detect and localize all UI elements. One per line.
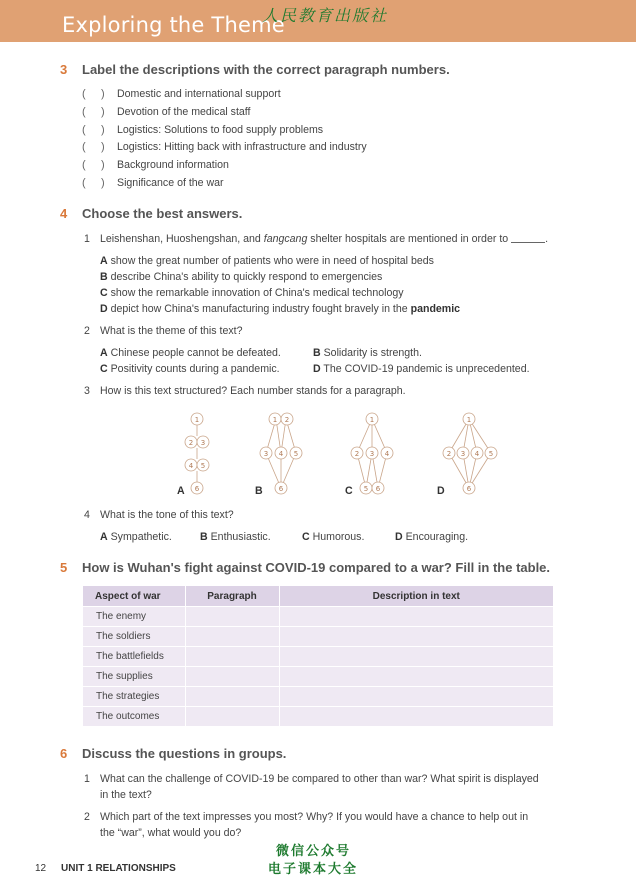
node-label: 5 — [293, 450, 299, 458]
page-title: Exploring the Theme — [62, 13, 285, 37]
paragraph-cell[interactable] — [185, 607, 279, 627]
paragraph-cell[interactable] — [185, 647, 279, 667]
q4-1-number: 1 — [84, 233, 90, 245]
table-row — [83, 707, 554, 727]
q4-2-stem: What is the theme of this text? — [100, 325, 243, 337]
node-label: 6 — [375, 485, 381, 493]
q3-item-text: Devotion of the medical staff — [117, 106, 251, 118]
q4-4-option-a[interactable]: A Sympathetic. — [100, 531, 172, 543]
watermark-line1: 微信公众号 — [276, 843, 352, 858]
diagram-d[interactable] — [443, 413, 497, 494]
description-cell[interactable] — [279, 627, 554, 647]
q3-item-text: Domestic and international support — [117, 88, 281, 100]
q4-number: 4 — [60, 206, 68, 221]
q6-number: 6 — [60, 746, 68, 761]
node-label: 4 — [278, 450, 284, 458]
q3-blank[interactable]: ( ) — [82, 177, 105, 189]
q6-2-text-line2: the “war”, what would you do? — [100, 827, 242, 839]
q4-1-option-a[interactable]: A show the great number of patients who were in need of hospital beds — [100, 255, 434, 267]
table-header: Description in text — [279, 586, 554, 607]
q6-2-text-line1: Which part of the text impresses you most? Why? If you would have a chance to help out in — [100, 811, 529, 823]
node-label: 6 — [194, 485, 200, 493]
table-row — [83, 647, 554, 667]
node-label: 6 — [466, 485, 472, 493]
q4-2-option-b[interactable]: B Solidarity is strength. — [313, 347, 422, 359]
q4-2-option-c[interactable]: C Positivity counts during a pandemic. — [100, 363, 280, 375]
q3-item-text: Logistics: Solutions to food supply problems — [117, 124, 324, 136]
q3-blank[interactable]: ( ) — [82, 124, 105, 136]
node-label: 5 — [488, 450, 494, 458]
aspect-cell: The soldiers — [83, 627, 185, 647]
table-header-row — [83, 586, 554, 607]
diagram-label-a: A — [177, 485, 185, 497]
paragraph-cell[interactable] — [185, 687, 279, 707]
node-label: 1 — [194, 416, 200, 424]
unit-label: UNIT 1 RELATIONSHIPS — [61, 863, 176, 874]
node-label: 3 — [369, 450, 375, 458]
node-label: 1 — [272, 416, 278, 424]
node-label: 5 — [363, 485, 369, 493]
table-row — [83, 687, 554, 707]
paragraph-cell[interactable] — [185, 667, 279, 687]
q6-1-text-line2: in the text? — [100, 789, 152, 801]
q6-title: Discuss the questions in groups. — [82, 746, 287, 761]
node-label: 3 — [200, 439, 206, 447]
node-label: 3 — [460, 450, 466, 458]
paragraph-cell[interactable] — [185, 707, 279, 727]
paragraph-cell[interactable] — [185, 627, 279, 647]
publisher-seal: 人民教育出版社 — [262, 6, 389, 25]
q3-title: Label the descriptions with the correct paragraph numbers. — [82, 62, 450, 77]
diagram-c[interactable] — [351, 413, 393, 494]
q4-3-number: 3 — [84, 385, 90, 397]
description-cell[interactable] — [279, 607, 554, 627]
aspect-cell: The enemy — [83, 607, 185, 627]
node-label: 2 — [446, 450, 452, 458]
q3-number: 3 — [60, 62, 68, 77]
node-label: 4 — [384, 450, 390, 458]
aspect-cell: The outcomes — [83, 707, 185, 727]
q5-title: How is Wuhan's fight against COVID-19 compared to a war? Fill in the table. — [82, 560, 551, 575]
table-row — [83, 667, 554, 687]
watermark-line2: 电子课本大全 — [268, 861, 359, 876]
node-label: 4 — [474, 450, 480, 458]
node-label: 3 — [263, 450, 269, 458]
node-label: 1 — [369, 416, 375, 424]
diagram-a[interactable] — [185, 413, 209, 494]
q4-1-stem: Leishenshan, Huoshengshan, and fangcang shelter hospitals are mentioned in order to . — [100, 233, 549, 245]
diagram-label-c: C — [345, 485, 353, 497]
q3-blank[interactable]: ( ) — [82, 141, 105, 153]
diagram-b[interactable] — [260, 413, 302, 494]
node-label: 6 — [278, 485, 284, 493]
node-label: 4 — [188, 462, 194, 470]
q4-4-stem: What is the tone of this text? — [100, 509, 234, 521]
table-header: Paragraph — [185, 586, 279, 607]
q4-4-number: 4 — [84, 509, 90, 521]
diagram-label-b: B — [255, 485, 263, 497]
description-cell[interactable] — [279, 647, 554, 667]
q3-blank[interactable]: ( ) — [82, 106, 105, 118]
table-row — [83, 627, 554, 647]
q4-1-option-d[interactable]: D depict how China's manufacturing industry fought bravely in the pandemic — [100, 303, 461, 315]
q3-blank[interactable]: ( ) — [82, 88, 105, 100]
page-number: 12 — [35, 863, 47, 874]
q4-3-stem: How is this text structured? Each number stands for a paragraph. — [100, 385, 406, 397]
node-label: 2 — [284, 416, 290, 424]
q6-2-number: 2 — [84, 811, 90, 823]
q4-4-option-b[interactable]: B Enthusiastic. — [200, 531, 271, 543]
table-row — [83, 607, 554, 627]
node-label: 2 — [354, 450, 360, 458]
aspect-cell: The strategies — [83, 687, 185, 707]
q4-2-option-d[interactable]: D The COVID-19 pandemic is unprecedented. — [313, 363, 530, 375]
q4-1-option-b[interactable]: B describe China's ability to quickly respond to emergencies — [100, 271, 383, 283]
aspect-cell: The battlefields — [83, 647, 185, 667]
q4-1-option-c[interactable]: C show the remarkable innovation of China's medical technology — [100, 287, 404, 299]
aspect-cell: The supplies — [83, 667, 185, 687]
q3-item-text: Significance of the war — [117, 177, 224, 189]
table-header: Aspect of war — [83, 586, 185, 607]
q6-1-text-line1: What can the challenge of COVID-19 be compared to other than war? What spirit is displayed — [100, 773, 539, 785]
q3-item-text: Logistics: Hitting back with infrastructure and industry — [117, 141, 367, 153]
q3-item-text: Background information — [117, 159, 229, 171]
description-cell[interactable] — [279, 687, 554, 707]
q4-2-option-a[interactable]: A Chinese people cannot be defeated. — [100, 347, 281, 359]
q6-1-number: 1 — [84, 773, 90, 785]
q5-number: 5 — [60, 560, 68, 575]
q4-4-option-c[interactable]: C Humorous. — [302, 531, 365, 543]
q4-title: Choose the best answers. — [82, 206, 243, 221]
node-label: 2 — [188, 439, 194, 447]
q4-2-number: 2 — [84, 325, 90, 337]
node-label: 5 — [200, 462, 206, 470]
description-cell[interactable] — [279, 667, 554, 687]
diagram-label-d: D — [437, 485, 445, 497]
q4-4-option-d[interactable]: D Encouraging. — [395, 531, 469, 543]
description-cell[interactable] — [279, 707, 554, 727]
q3-blank[interactable]: ( ) — [82, 159, 105, 171]
war-comparison-table — [83, 586, 554, 726]
node-label: 1 — [466, 416, 472, 424]
